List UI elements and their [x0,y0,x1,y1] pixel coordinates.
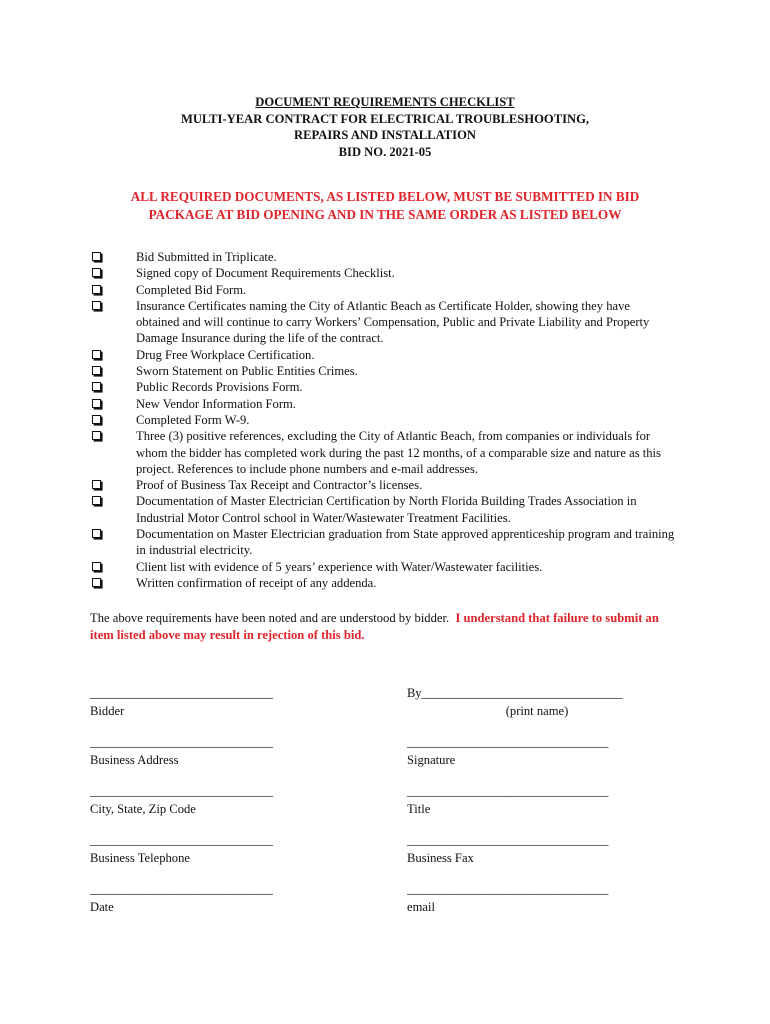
checkbox[interactable] [92,529,101,538]
business-telephone-line: ______________________________ [90,833,273,847]
checkbox[interactable] [92,578,101,587]
checklist-item [90,396,690,412]
checklist-item [90,363,690,379]
bid-number: BID NO. 2021-05 [338,144,432,159]
checklist-item-text: Drug Free Workplace Certification. [136,347,315,362]
checklist-item-text: Completed Form W-9. [136,412,250,427]
checklist-item [90,298,690,347]
bidder-line: ______________________________ [90,686,273,700]
document-header [0,94,770,160]
checklist-item [90,493,690,526]
checkbox[interactable] [92,252,101,261]
checklist-item-text: Documentation of Master Electrician Certification by North Florida Building Trades Association in Industrial Motor Control school in Water/Wastewater Treatment Facilities. [136,494,637,525]
checkbox[interactable] [92,350,101,359]
checklist-item [90,412,690,428]
checklist-item-text: Bid Submitted in Triplicate. [136,250,277,264]
email-field[interactable] [407,882,608,915]
bidder-field[interactable] [90,686,273,719]
checkbox[interactable] [92,285,101,294]
city-state-zip-line: ______________________________ [90,784,273,798]
checklist-item [90,347,690,363]
business-address-field[interactable] [90,735,273,768]
date-field[interactable] [90,882,273,915]
checkbox[interactable] [92,562,101,571]
bidder-label: Bidder [90,704,125,718]
checkbox[interactable] [92,366,101,375]
submission-notice [0,188,770,223]
checklist-item [90,559,690,575]
checkbox[interactable] [92,382,101,391]
business-address-line: ______________________________ [90,735,273,749]
checklist-item [90,265,690,281]
signature-label: Signature [407,753,456,767]
checklist-item-text: Public Records Provisions Form. [136,380,303,395]
title-field[interactable] [407,784,608,817]
checklist-item-text: Documentation on Master Electrician graduation from State approved apprenticeship program and training in industrial electricity. [136,527,675,558]
contract-title-line2: REPAIRS AND INSTALLATION [294,128,476,142]
checklist-item [90,428,690,477]
email-line: _________________________________ [407,882,609,896]
checklist-item-text: Insurance Certificates naming the City of Atlantic Beach as Certificate Holder, showing they have obtained and will continue to carry Workers’ Compensation, Public and Private Liability and Property Damage Insurance during the life of the contract. [136,298,650,346]
notice-line1: ALL REQUIRED DOCUMENTS, AS LISTED BELOW, MUST BE SUBMITTED IN BID [130,189,640,204]
acknowledgement-text: The above requirements have been noted and are understood by bidder. [90,611,450,625]
contract-title-line1: MULTI-YEAR CONTRACT FOR ELECTRICAL TROUBLESHOOTING, [180,111,590,126]
title-label: Title [407,802,431,816]
checklist-item-text: Proof of Business Tax Receipt and Contractor’s licenses. [136,478,423,493]
checklist-item-text: Three (3) positive references, excluding the City of Atlantic Beach, from companies or individuals for whom the bidder has completed work during the past 12 months, of a comparable size and nature as this project. References to include phone numbers and e-mail addresses. [136,429,661,476]
checklist-item [90,526,690,559]
checkbox[interactable] [92,268,101,277]
business-telephone-label: Business Telephone [90,851,190,865]
signature-field[interactable] [407,735,608,768]
checklist-item-text: Signed copy of Document Requirements Checklist. [136,266,395,281]
business-fax-field[interactable] [407,833,608,866]
checklist-item [90,282,690,298]
checkbox[interactable] [92,301,101,310]
checklist-item [90,477,690,493]
signature-line: _________________________________ [407,735,609,749]
print-name-field[interactable] [407,686,667,719]
date-line: ______________________________ [90,882,273,896]
checklist-title: DOCUMENT REQUIREMENTS CHECKLIST [255,95,515,109]
city-state-zip-label: City, State, Zip Code [90,802,196,816]
checklist-item [90,249,690,265]
checkbox[interactable] [92,496,101,505]
checklist-item-text: Completed Bid Form. [136,282,247,297]
checkbox[interactable] [92,431,101,440]
checkbox[interactable] [92,480,101,489]
checklist-item-text: Sworn Statement on Public Entities Crimes. [136,364,358,379]
business-fax-label: Business Fax [407,851,474,865]
title-line: _________________________________ [407,784,609,798]
checkbox[interactable] [92,415,101,424]
checklist-item-text: Written confirmation of receipt of any addenda. [136,575,377,590]
checklist-item-text: Client list with evidence of 5 years’ experience with Water/Wastewater facilities. [136,559,543,574]
date-label: Date [90,900,114,914]
checklist-item [90,575,690,591]
print-name-label: (print name) [505,704,569,718]
notice-line2: PACKAGE AT BID OPENING AND IN THE SAME ORDER AS LISTED BELOW [148,206,622,222]
requirements-checklist [90,249,690,591]
business-fax-line: _________________________________ [407,833,609,847]
acknowledgement-statement [90,610,670,644]
rejection-warning: I understand that failure to submit an item listed above may result in rejection of this bid. [90,611,659,642]
business-address-label: Business Address [90,753,179,767]
email-label: email [407,900,435,914]
checklist-item [90,379,690,395]
print-name-line: By_________________________________ [407,686,623,700]
city-state-zip-field[interactable] [90,784,273,817]
checklist-item-text: New Vendor Information Form. [136,396,296,411]
checkbox[interactable] [92,399,101,408]
business-telephone-field[interactable] [90,833,273,866]
